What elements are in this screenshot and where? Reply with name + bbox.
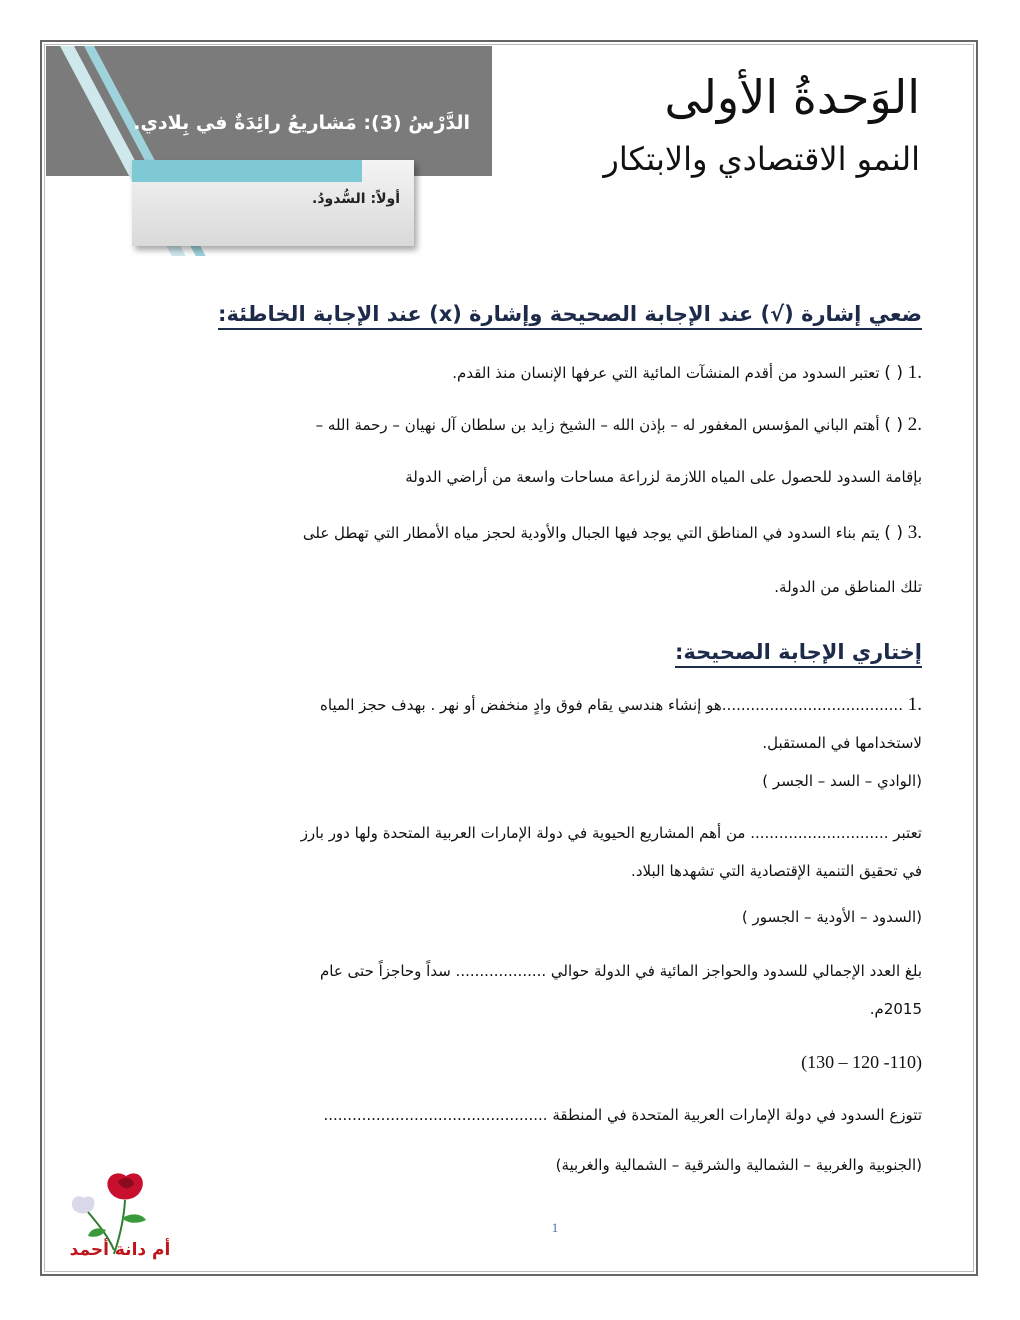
mc1-line [320, 694, 922, 716]
mc3-text: بلغ العدد الإجمالي للسدود والحواجز المائية في الدولة حوالي ................... سداً وحاجزاً حتى عام [319, 962, 922, 980]
q1-number: .1 [907, 362, 922, 383]
page-number: 1 [551, 1220, 559, 1235]
q3-line [303, 522, 922, 544]
q3-text: يتم بناء السدود في المناطق التي يوجد فيها الجبال والأودية لحجز مياه الأمطار التي تهطل على [302, 524, 880, 542]
mc1-text-cont: لاستخدامها في المستقبل. [762, 734, 922, 752]
q2-text-cont: بإقامة السدود للحصول على المياه اللازمة لزراعة مساحات واسعة من أراضي الدولة [405, 468, 922, 486]
lesson-title: الدَّرْسُ (3): مَشاريعُ رائِدَةٌ في بِلادي. [133, 112, 470, 134]
q2-number: .2 [907, 414, 922, 435]
logo-text: أم دانة أحمد [69, 1240, 171, 1260]
mc3-options: (110- 120 – 130) [801, 1052, 922, 1072]
mc2-options: (السدود – الأودية – الجسور ) [741, 908, 922, 926]
subsection-title: أولاً: السُّدودُ. [312, 191, 400, 207]
mc1-number: .1 [907, 694, 922, 715]
q3-answer-box[interactable]: ( ) [884, 523, 903, 543]
mc2-text-cont: في تحقيق التنمية الإقتصادية التي تشهدها البلاد. [631, 862, 922, 880]
mc4-options: (الجنوبية والغربية – الشمالية والشرقية – الشمالية والغربية) [555, 1156, 922, 1174]
q2-text: أهتم الباني المؤسس المغفور له – بإذن الله – الشيخ زايد بن سلطان آل نهيان – رحمة الله – [315, 416, 880, 434]
q1-answer-box[interactable]: ( ) [884, 363, 903, 383]
subsection-card-accent [132, 160, 362, 182]
mc2-text: تعتبر ............................. من أهم المشاريع الحيوية في دولة الإمارات العربية المتحدة ولها دور بارز [300, 824, 922, 842]
q2-line [316, 414, 922, 436]
q3-number: .3 [907, 522, 922, 543]
q2-answer-box[interactable]: ( ) [884, 415, 903, 435]
mc3-text-cont: 2015م. [869, 1000, 922, 1018]
mc1-text: ......................................هو إنشاء هندسي يقام فوق وادٍ منخفض أو نهر . بهدف حجز المياه [320, 696, 903, 714]
q3-text-cont: تلك المناطق من الدولة. [774, 578, 922, 596]
section2-heading: إختاري الإجابة الصحيحة: [675, 640, 922, 668]
section1-heading: ضعي إشارة (√) عند الإجابة الصحيحة وإشارة (x) عند الإجابة الخاطئة: [218, 302, 922, 330]
mc4-text: تتوزع السدود في دولة الإمارات العربية المتحدة في المنطقة ............................................... [323, 1106, 922, 1124]
unit-subtitle: النمو الاقتصادي والابتكار [603, 140, 920, 178]
q1-line [452, 362, 922, 384]
q1-text: تعتبر السدود من أقدم المنشآت المائية التي عرفها الإنسان منذ القدم. [452, 364, 880, 382]
mc1-options: (الوادي – السد – الجسر ) [762, 772, 922, 790]
unit-title: الوَحدةُ الأولى [664, 70, 920, 124]
lesson-banner [46, 46, 492, 176]
